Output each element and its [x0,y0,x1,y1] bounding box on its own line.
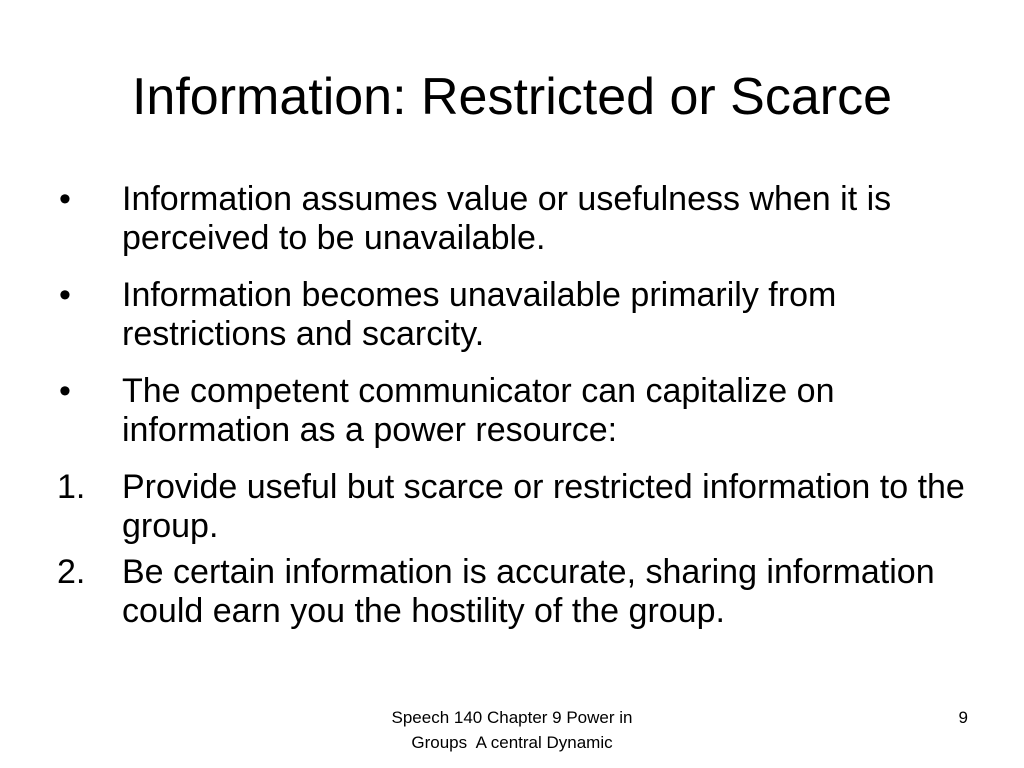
bullet-marker: • [59,276,71,314]
number-marker: 1. [57,468,86,506]
number-marker: 2. [57,553,86,591]
numbered-item [55,468,975,546]
bullet-item [55,180,975,258]
footer-text [352,705,672,755]
footer-line-2: Groups A central Dynamic [411,733,613,752]
numbered-text: Be certain information is accurate, sharing information could earn you the hostility of the group. [122,553,935,630]
bullet-text: The competent communicator can capitalize on information as a power resource: [122,372,835,449]
bullet-list [55,180,975,638]
numbered-item [55,553,975,631]
bullet-marker: • [59,180,71,218]
slide-title: Information: Restricted or Scarce [131,68,893,126]
bullet-item [55,276,975,354]
bullet-text: Information assumes value or usefulness when it is perceived to be unavailable. [122,180,892,257]
footer-line-1: Speech 140 Chapter 9 Power in [391,708,633,727]
bullet-item [55,372,975,450]
bullet-marker: • [59,372,71,410]
numbered-text: Provide useful but scarce or restricted information to the group. [122,468,965,545]
page-number: 9 [958,708,968,727]
bullet-text: Information becomes unavailable primarily from restrictions and scarcity. [122,276,837,353]
